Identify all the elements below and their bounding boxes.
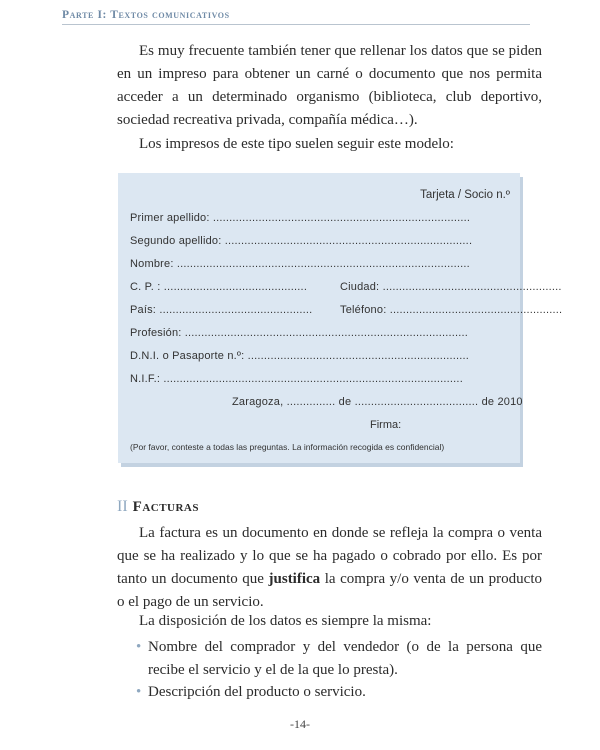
field-ciudad: Ciudad: ....................................................... (340, 281, 562, 293)
field-pais: País: ............................................... (130, 304, 313, 316)
field-dni: D.N.I. o Pasaporte n.º: .................................................................... (130, 350, 470, 362)
factura-definition-paragraph (117, 522, 542, 614)
section-heading (117, 498, 199, 516)
field-cp: C. P. : ............................................ (130, 281, 308, 293)
field-profesion: Profesión: ....................................................................................... (130, 327, 469, 339)
field-fecha: Zaragoza, ............... de ...................................... de 2010 (232, 396, 523, 408)
factura-text-2: la compra y/o venta de un producto o el pago de un servicio. (117, 571, 542, 610)
form-note: (Por favor, conteste a todas las preguntas. La información recogida es confidencial) (130, 442, 445, 452)
bullet-icon: • (136, 639, 142, 655)
model-intro-paragraph: Los impresos de este tipo suelen seguir este modelo: (139, 136, 454, 152)
bullet-icon: • (136, 684, 142, 700)
factura-text-1: La factura es un documento en donde se refleja la compra o venta que se ha realizado y lo que se ha pagado o cobrado por ello. Es por tanto un documento que (117, 525, 542, 587)
field-telefono: Teléfono: ..................................................... (340, 304, 563, 316)
field-segundo-apellido: Segundo apellido: ............................................................................ (130, 235, 473, 247)
field-primer-apellido: Primer apellido: ............................................................................... (130, 212, 471, 224)
page-number: -14- (290, 717, 310, 731)
card-number-label: Tarjeta / Socio n.º (420, 189, 510, 201)
list-item (136, 681, 542, 704)
sample-form (118, 173, 563, 463)
section-title: Facturas (132, 499, 199, 515)
list-item-text: Nombre del comprador y del vendedor (o de la persona que recibe el servicio y el de la que lo presta). (148, 639, 542, 678)
factura-bold-word: justifica (268, 571, 321, 587)
list-item-text: Descripción del producto o servicio. (148, 684, 366, 700)
running-header: Parte I: Textos comunicativos (62, 9, 230, 21)
header-rule (62, 24, 530, 25)
field-nif: N.I.F.: ............................................................................................ (130, 373, 463, 385)
field-firma: Firma: (370, 419, 402, 431)
layout-paragraph: La disposición de los datos es siempre la misma: (139, 613, 432, 629)
section-number: II (117, 498, 128, 515)
field-nombre: Nombre: .......................................................................................... (130, 258, 470, 270)
list-item (136, 636, 542, 682)
intro-paragraph: Es muy frecuente también tener que rellenar los datos que se piden en un impreso para obtener un carné o documento que nos permita acceder a un determinado organismo (biblioteca, club deportivo, sociedad recreativa privada, compañía médica…). (117, 43, 542, 128)
